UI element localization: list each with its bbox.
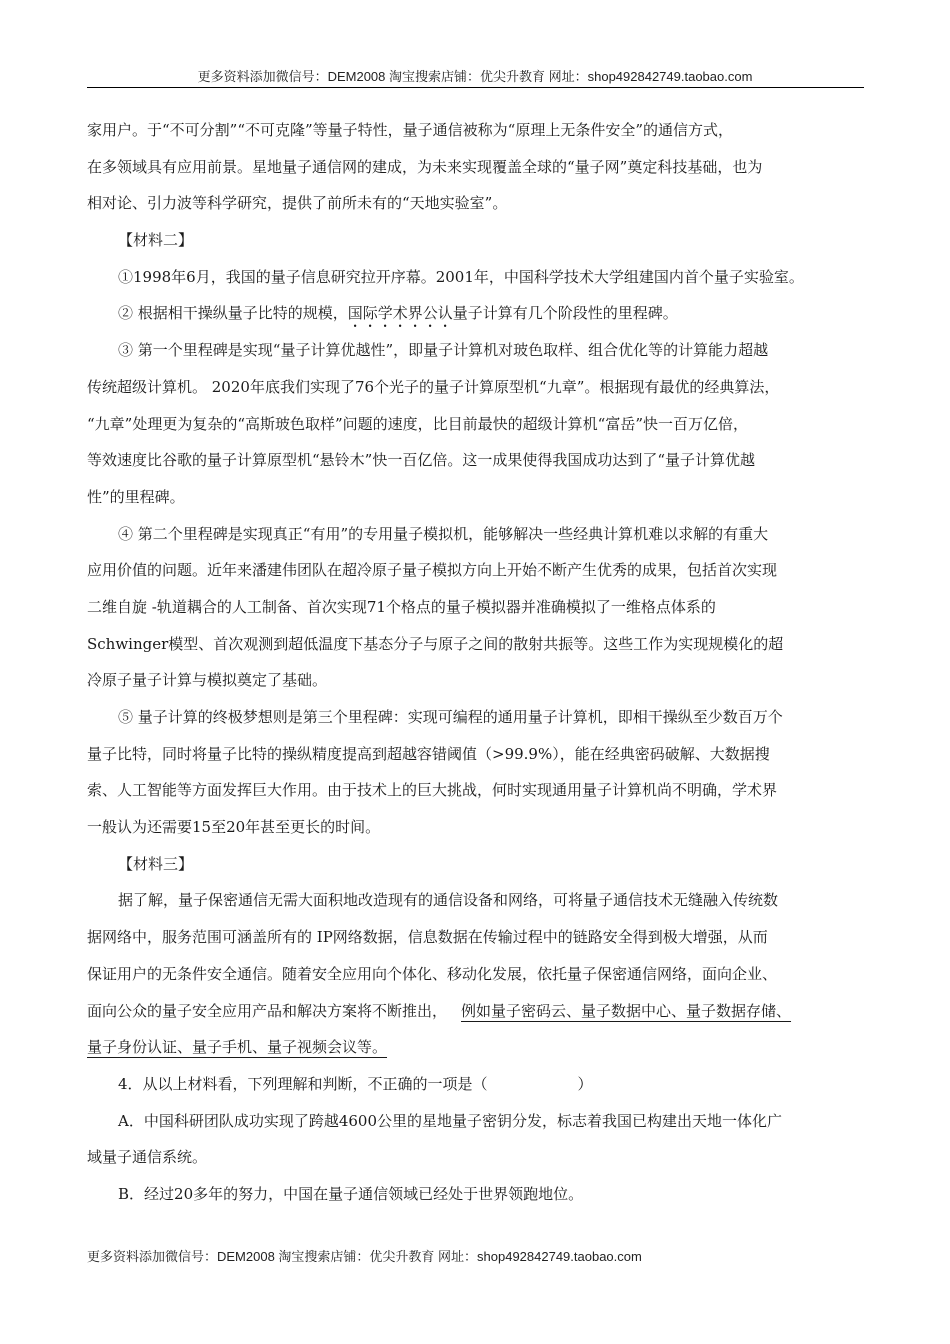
material1-line: 家用户。于“不可分割”“不可克隆”等量子特性，量子通信被称为“原理上无条件安全”的通信方式， xyxy=(87,121,734,139)
material2-paragraph-3: ③ 第一个里程碑是实现“量子计算优越性”，即量子计算机对玻色取样、组合优化等的计算能力超越 xyxy=(118,341,769,360)
material3-line: 据了解，量子保密通信无需大面积地改造现有的通信设备和网络，可将量子通信技术无缝融入传统数 xyxy=(118,891,779,910)
underlined-text: 量子身份认证、量子手机、量子视频会议等。 xyxy=(87,1038,388,1057)
material2-paragraph-5: ⑤ 量子计算的终极梦想则是第三个里程碑：实现可编程的通用量子计算机，即相干操纵至少数百万个 xyxy=(118,708,783,726)
paragraph-2-text: ② 根据相干操纵量子比特的规模， xyxy=(118,304,348,323)
material2-paragraph-3: 性”的里程碑。 xyxy=(87,487,185,506)
option-a-continued: 域量子通信系统。 xyxy=(87,1148,208,1167)
material2-heading: 【材料二】 xyxy=(118,231,194,250)
material2-paragraph-4: ④ 第二个里程碑是实现真正“有用”的专用量子模拟机，能够解决一些经典计算机难以求解的有重大 xyxy=(118,524,769,543)
underlined-text: 例如量子密码云、量子数据中心、量子数据存储、 xyxy=(461,1001,792,1020)
material3-line: 据网络中，服务范围可涵盖所有的 IP网络数据，信息数据在传输过程中的链路安全得到极大增强，从而 xyxy=(87,928,768,947)
material3-heading: 【材料三】 xyxy=(118,854,194,873)
paragraph-2-text: 量子计算有几个阶段性的里程碑。 xyxy=(452,304,678,323)
material2-paragraph-5: 量子比特，同时将量子比特的操纵精度提高到超越容错阈值（>99.9%），能在经典密码破解、大数据搜 xyxy=(87,744,770,763)
option-a: A．中国科研团队成功实现了跨越4600公里的星地量子密钥分发，标志着我国已构建出天地一体化广 xyxy=(118,1111,783,1130)
material3-line xyxy=(87,1029,867,1066)
document-body xyxy=(87,112,867,1213)
option-b: B．经过20多年的努力，中国在量子通信领域已经处于世界领跑地位。 xyxy=(118,1184,584,1203)
material2-paragraph-5: 一般认为还需要15至20年甚至更长的时间。 xyxy=(87,818,381,837)
material2-paragraph-3: 传统超级计算机。 2020年底我们实现了76个光子的量子计算原型机“九章”。根据现有最优的经典算法， xyxy=(87,377,780,396)
material3-line xyxy=(87,993,867,1030)
material1-line: 在多领域具有应用前景。星地量子通信网的建成，为未来实现覆盖全球的“量子网”奠定科技基础，也为 xyxy=(87,157,763,176)
material2-paragraph-4: Schwinger模型、首次观测到超低温度下基态分子与原子之间的散射共振等。这些工作为实现规模化的超 xyxy=(87,634,784,653)
material2-paragraph-3: “九章”处理更为复杂的“高斯玻色取样”问题的速度，比目前最快的超级计算机“富岳”快一百万亿倍， xyxy=(87,414,749,433)
material1-line: 相对论、引力波等科学研究，提供了前所未有的“天地实验室”。 xyxy=(87,194,508,213)
material2-paragraph-4: 冷原子量子计算与模拟奠定了基础。 xyxy=(87,671,328,690)
page-header: 更多资料添加微信号：DEM2008 淘宝搜索店铺：优尖升教育 网址：shop492842749.taobao.com xyxy=(197,69,753,84)
emphasis-dotted-text: 国际学术界公认 xyxy=(347,304,453,323)
question-stem: 4．从以上材料看，下列理解和判断，不正确的一项是（ ） xyxy=(118,1074,593,1093)
material2-paragraph-2 xyxy=(87,295,867,332)
material3-text: 面向公众的量子安全应用产品和解决方案将不断推出， xyxy=(87,1001,448,1020)
header-divider xyxy=(87,87,864,88)
material2-paragraph-4: 应用价值的问题。近年来潘建伟团队在超冷原子量子模拟方向上开始不断产生优秀的成果，包括首次实现 xyxy=(87,561,778,580)
material2-paragraph-3: 等效速度比谷歌的量子计算原型机“悬铃木”快一百亿倍。这一成果使得我国成功达到了“量子计算优越 xyxy=(87,451,756,470)
material3-line: 保证用户的无条件安全通信。随着安全应用向个体化、移动化发展，依托量子保密通信网络，面向企业、 xyxy=(87,964,778,983)
material2-paragraph-4: 二维自旋 -轨道耦合的人工制备、首次实现71个格点的量子模拟器并准确模拟了一维格点体系的 xyxy=(87,597,716,616)
material2-paragraph-5: 索、人工智能等方面发挥巨大作用。由于技术上的巨大挑战，何时实现通用量子计算机尚不明确，学术界 xyxy=(87,781,778,800)
page-footer: 更多资料添加微信号：DEM2008 淘宝搜索店铺：优尖升教育 网址：shop492842749.taobao.com xyxy=(87,1249,642,1264)
material2-paragraph-1: ①1998年6月，我国的量子信息研究拉开序幕。2001年，中国科学技术大学组建国内首个量子实验室。 xyxy=(118,267,804,286)
